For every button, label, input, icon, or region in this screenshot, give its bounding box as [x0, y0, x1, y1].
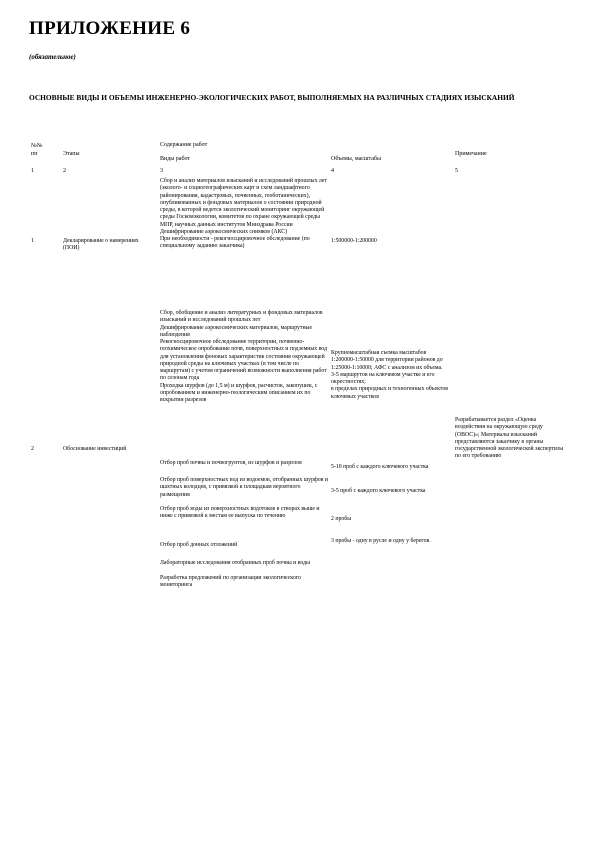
row-1-num: 1 — [31, 238, 34, 244]
header-num: №№ пп — [31, 143, 43, 157]
row-2-item-2-volume: 3-5 проб с каждого ключевого участка — [331, 488, 426, 494]
row-1-work-types: Сбор и анализ материалов изысканий и исследований прошлых лет (эколого- и социогеографических карт и схем ландшафтного районирования, кадастровых, почвенных, геоботанических), опубликованных и фондовых материалов о состоянии природной среды, в которой ведется экологический мониторинг окружающей среды Госкомэкологии, комитетов по охране окружающей среды МПР, научных данных институтов Минздрава России Дешифрирование аэрокосмических снимков (АКС) При необходимости - рекогносцировочное обследование (по специальному заданию заказчика) — [160, 178, 327, 250]
column-number: 2 — [63, 168, 66, 174]
row-2-item-5-text: Лабораторные исследования отобранных проб почвы и воды — [160, 560, 310, 566]
row-1-volume: 1:500000-1:200000 — [331, 238, 377, 244]
row-2-stage: Обоснование инвестиций — [63, 446, 127, 452]
header-volume: Объемы, масштабы — [331, 156, 381, 162]
row-2-item-3-text: Отбор проб воды из поверхностных водотоков в створах выше и ниже с привязкой к местам ее выпуска по течению — [160, 506, 320, 520]
header-types: Виды работ — [160, 156, 191, 162]
row-2-item-4-text: Отбор проб донных отложений — [160, 542, 238, 548]
row-2-notes: Разрабатывается раздел «Оценка воздействия на окружающую среду (ОВОС)»; Материалы изысканий представляются заказчику в органы государственной экологической экспертизы по его требованию — [455, 417, 564, 460]
row-2-num: 2 — [31, 446, 34, 452]
column-number: 4 — [331, 168, 334, 174]
header-content: Содержание работ — [160, 142, 208, 148]
row-2-volume: Крупномасштабная съемка масштабов 1:200000-1:50000 для территории районов до 1:25000-1:10000; АФС с анализом их объема. 3-5 маршрутов на ключевом участке и его окрестностях; в пределах природных и техногенных объектов ключевых участков — [331, 350, 448, 400]
row-2-item-1-volume: 5-10 проб с каждого ключевого участка — [331, 464, 429, 470]
header-notes: Примечание — [455, 151, 487, 157]
row-2-item-4-volume: 3 пробы - одну в русле и одну у берегов. — [331, 538, 431, 544]
column-number: 3 — [160, 168, 163, 174]
row-2-item-3-volume: 2 пробы — [331, 516, 352, 522]
column-number: 5 — [455, 168, 458, 174]
row-1-stage: Декларирование о намерениях (ПОИ) — [63, 238, 139, 252]
row-2-item-6-text: Разработка предложений по организации экологического мониторинга — [160, 575, 301, 589]
header-stage: Этапы — [63, 151, 80, 157]
row-2-item-1-text: Отбор проб почвы и почвогрунтов, из шурфов и разрезов — [160, 460, 302, 466]
row-2-item-2-text: Отбор проб поверхностных вод из водоемов, отобранных шурфов и шахтных колодцев, с привязкой к площадкам вероятного размещения — [160, 477, 328, 498]
page-subtitle: (обязательное) — [29, 53, 76, 61]
column-number: 1 — [31, 168, 34, 174]
row-2-work-types: Сбор, обобщение и анализ литературных и фондовых материалов изысканий и исследований прошлых лет Дешифрирование аэрокосмических материалов, маршрутные наблюдения Рекогносцировочное обследование территории, почвенно-геохимическое опробование почв, поверхностных и подземных вод для установления фоновых характеристик состояния окружающей природной среды на ключевых участках (в том числе по маршрутам) с учетом ограничений возможности выполнения работ по сезонам года Проходка шурфов (до 1,5 м) и шурфов, расчисток, закопушек, с опробованием и инженерно-геологическим описанием их по вскрытии разрезов — [160, 310, 327, 403]
section-heading: ОСНОВНЫЕ ВИДЫ И ОБЪЕМЫ ИНЖЕНЕРНО-ЭКОЛОГИЧЕСКИХ РАБОТ, ВЫПОЛНЯЕМЫХ НА РАЗЛИЧНЫХ СТАДИЯХ ИЗЫСКАНИЙ — [29, 93, 515, 102]
page-title: ПРИЛОЖЕНИЕ 6 — [29, 18, 191, 39]
